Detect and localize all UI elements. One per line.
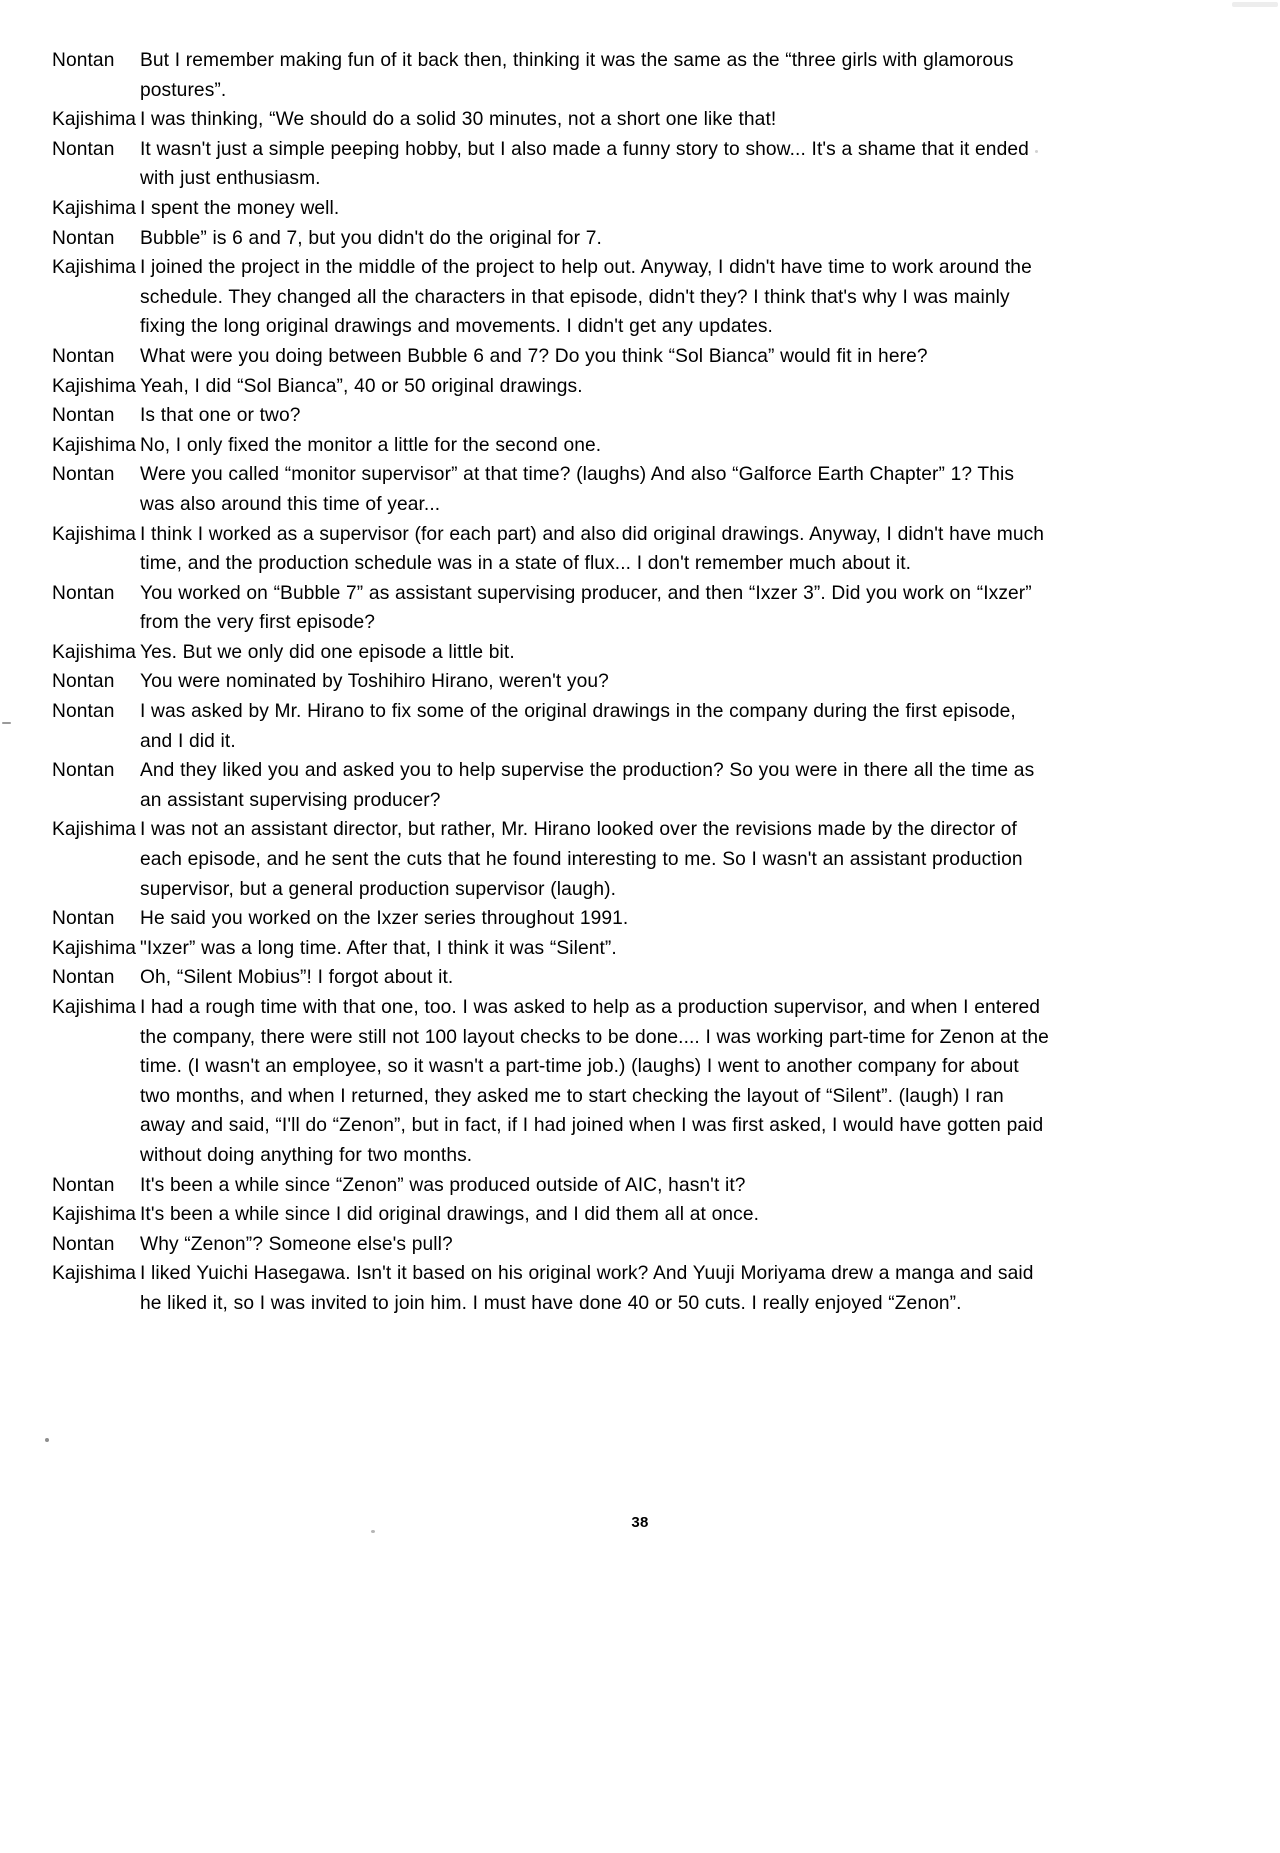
- transcript-line: [52, 815, 1052, 904]
- transcript-line: [52, 1230, 1052, 1260]
- utterance-text: No, I only fixed the monitor a little for the second one.: [140, 434, 602, 456]
- transcript-line: [52, 431, 1052, 461]
- transcript-line: [52, 194, 1052, 224]
- speaker-label: Kajishima: [52, 109, 137, 131]
- utterance-text: "Ixzer” was a long time. After that, I think it was “Silent”.: [140, 937, 617, 959]
- transcript-line: [52, 963, 1052, 993]
- scan-artifact: [1232, 2, 1278, 7]
- utterance-text: I was not an assistant director, but rather, Mr. Hirano looked over the revisions made by the director of each episode, and he sent the cuts that he found interesting to me. So I wasn't an assistant production supervisor, but a general production supervisor (laugh).: [140, 819, 1023, 900]
- speaker-label: Nontan: [52, 138, 115, 160]
- utterance-text: Is that one or two?: [140, 405, 301, 427]
- transcript-line: [52, 372, 1052, 402]
- transcript-line: [52, 638, 1052, 668]
- speaker-label: Nontan: [52, 908, 115, 930]
- transcript-line: [52, 224, 1052, 254]
- transcript-line: [52, 520, 1052, 579]
- utterance-text: Bubble” is 6 and 7, but you didn't do the original for 7.: [140, 227, 602, 249]
- transcript-line: [52, 1171, 1052, 1201]
- utterance-text: I liked Yuichi Hasegawa. Isn't it based on his original work? And Yuuji Moriyama drew a manga and said he liked it, so I was invited to join him. I must have done 40 or 50 cuts. I really enjoyed “Zenon”.: [140, 1263, 1034, 1314]
- utterance-text: It wasn't just a simple peeping hobby, but I also made a funny story to show... It's a shame that it ended with just enthusiasm.: [140, 138, 1029, 190]
- transcript-line: [52, 579, 1052, 638]
- transcript-line: [52, 253, 1052, 342]
- speaker-label: Kajishima: [52, 197, 137, 219]
- speaker-label: Kajishima: [52, 523, 137, 545]
- utterance-text: I think I worked as a supervisor (for each part) and also did original drawings. Anyway, I didn't have much time, and the production schedule was in a state of flux... I don't remember much about it.: [140, 523, 1045, 575]
- scan-artifact: [45, 1438, 49, 1442]
- page-footer: [0, 1513, 1280, 1533]
- speaker-label: Nontan: [52, 405, 115, 427]
- transcript-line: [52, 934, 1052, 964]
- utterance-text: I spent the money well.: [140, 197, 340, 219]
- transcript-line: [52, 342, 1052, 372]
- utterance-text: You were nominated by Toshihiro Hirano, weren't you?: [140, 671, 609, 693]
- transcript-line: [52, 46, 1052, 105]
- utterance-text: I was asked by Mr. Hirano to fix some of the original drawings in the company during the first episode, and I did it.: [140, 701, 1016, 752]
- speaker-label: Kajishima: [52, 375, 137, 397]
- transcript-line: [52, 135, 1052, 194]
- speaker-label: Kajishima: [52, 997, 137, 1018]
- speaker-label: Nontan: [52, 760, 115, 782]
- speaker-label: Nontan: [52, 1233, 115, 1255]
- utterance-text: But I remember making fun of it back then, thinking it was the same as the “three girls with glamorous postures”.: [140, 50, 1014, 101]
- speaker-label: Kajishima: [52, 819, 137, 841]
- utterance-text: You worked on “Bubble 7” as assistant supervising producer, and then “Ixzer 3”. Did you work on “Ixzer” from the very first episode?: [140, 582, 1032, 634]
- transcript-line: [52, 1259, 1052, 1318]
- transcript-line: [52, 993, 1052, 1171]
- utterance-text: What were you doing between Bubble 6 and 7? Do you think “Sol Bianca” would fit in here?: [140, 345, 928, 367]
- speaker-label: Nontan: [52, 50, 115, 71]
- interview-transcript: [52, 46, 1052, 1319]
- speaker-label: Nontan: [52, 345, 115, 367]
- transcript-line: [52, 460, 1052, 519]
- speaker-label: Kajishima: [52, 257, 137, 279]
- page-number: 38: [631, 1514, 649, 1531]
- speaker-label: Kajishima: [52, 434, 137, 456]
- utterance-text: Were you called “monitor supervisor” at that time? (laughs) And also “Galforce Earth Chapter” 1? This was also around this time of year...: [140, 464, 1015, 515]
- speaker-label: Nontan: [52, 464, 115, 486]
- transcript-line: [52, 1200, 1052, 1230]
- utterance-text: Why “Zenon”? Someone else's pull?: [140, 1233, 453, 1255]
- utterance-text: I was thinking, “We should do a solid 30 minutes, not a short one like that!: [140, 109, 777, 131]
- speaker-label: Nontan: [52, 227, 115, 249]
- utterance-text: Yes. But we only did one episode a little bit.: [140, 641, 515, 663]
- speaker-label: Nontan: [52, 582, 115, 604]
- transcript-line: [52, 756, 1052, 815]
- utterance-text: I had a rough time with that one, too. I was asked to help as a production supervisor, and when I entered the company, there were still not 100 layout checks to be done.... I was working part-time for Zenon at the time. (I wasn't an employee, so it wasn't a part-time job.) (laughs) I went to another company for about two months, and when I returned, they asked me to start checking the layout of “Silent”. (laugh) I ran away and said, “I'll do “Zenon”, but in fact, if I had joined when I was first asked, I would have gotten paid without doing anything for two months.: [140, 997, 1049, 1166]
- scan-artifact: [2, 722, 11, 724]
- speaker-label: Kajishima: [52, 1263, 137, 1285]
- utterance-text: It's been a while since I did original drawings, and I did them all at once.: [140, 1204, 760, 1226]
- utterance-text: He said you worked on the Ixzer series throughout 1991.: [140, 908, 629, 930]
- transcript-line: [52, 401, 1052, 431]
- transcript-line: [52, 697, 1052, 756]
- utterance-text: And they liked you and asked you to help supervise the production? So you were in there all the time as an assistant supervising producer?: [140, 760, 1035, 811]
- transcript-line: [52, 105, 1052, 135]
- transcript-line: [52, 904, 1052, 934]
- transcript-line: [52, 667, 1052, 697]
- speaker-label: Kajishima: [52, 1204, 137, 1226]
- utterance-text: It's been a while since “Zenon” was produced outside of AIC, hasn't it?: [140, 1174, 746, 1196]
- speaker-label: Nontan: [52, 1174, 115, 1196]
- speaker-label: Nontan: [52, 967, 115, 989]
- speaker-label: Nontan: [52, 701, 115, 723]
- speaker-label: Kajishima: [52, 937, 137, 959]
- speaker-label: Nontan: [52, 671, 115, 693]
- utterance-text: Oh, “Silent Mobius”! I forgot about it.: [140, 967, 454, 989]
- utterance-text: Yeah, I did “Sol Bianca”, 40 or 50 original drawings.: [140, 375, 583, 397]
- utterance-text: I joined the project in the middle of the project to help out. Anyway, I didn't have time to work around the schedule. They changed all the characters in that episode, didn't they? I think that's why I was mainly fixing the long original drawings and movements. I didn't get any updates.: [140, 257, 1032, 338]
- speaker-label: Kajishima: [52, 641, 137, 663]
